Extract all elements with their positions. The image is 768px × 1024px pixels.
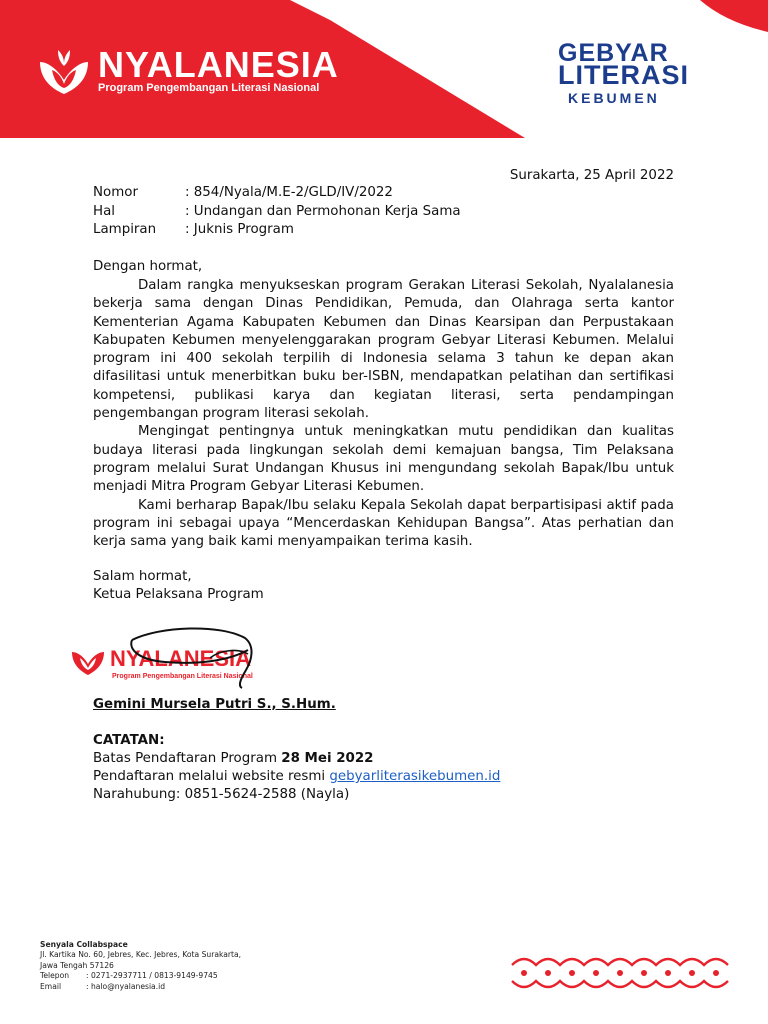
footer-org: Senyala Collabspace: [40, 940, 128, 949]
meta-value: : 854/Nyala/M.E-2/GLD/IV/2022: [185, 185, 393, 200]
note-contact: Narahubung: 0851-5624-2588 (Nayla): [93, 787, 350, 802]
stamp-name: NYALANESIA: [110, 646, 251, 671]
paragraph: Kami berharap Bapak/Ibu selaku Kepala Sekolah dapat berpartisipasi aktif pada program ini sebagai upaya “Mencerdaskan Kehidupan Bangsa”. Atas perhatian dan kerja sama yang baik kami menyampaikan terima kasih.: [93, 497, 674, 550]
footer-address: [40, 940, 241, 992]
footer-phone-label: Telepon: [40, 971, 70, 981]
deadline-value: 28 Mei 2022: [281, 751, 374, 766]
footer-address-line1: Jl. Kartika No. 60, Jebres, Kec. Jebres, Kota Surakarta,: [40, 950, 242, 960]
footer-phone: [40, 971, 241, 981]
letter-date: Surakarta, 25 April 2022: [509, 168, 674, 183]
footer-email: [40, 982, 241, 992]
footer-email-label: Email: [40, 981, 62, 991]
note-website: [93, 769, 500, 784]
paragraph: Mengingat pentingnya untuk meningkatkan mutu pendidikan dan kualitas budaya literasi pada lingkungan sekolah demi kemajuan bangsa, Tim Pelaksana program melalui Surat Undangan Khusus ini mengundang sekolah Bapak/Ibu untuk menjadi Mitra Program Gebyar Literasi Kebumen.: [93, 424, 674, 495]
event-logo-line3: KEBUMEN: [568, 90, 660, 106]
website-label: Pendaftaran melalui website resmi: [93, 769, 330, 784]
signer-name: Gemini Mursela Putri S., S.Hum.: [93, 697, 336, 712]
closing-salutation: Salam hormat,: [93, 569, 192, 584]
stamp-tagline: Program Pengembangan Literasi Nasional: [112, 673, 253, 680]
event-logo-line1: GEBYAR: [558, 39, 669, 67]
signature-stamp: [70, 620, 290, 690]
meta-value: : Undangan dan Permohonan Kerja Sama: [185, 204, 461, 219]
note-deadline: [93, 751, 374, 766]
deadline-label: Batas Pendaftaran Program: [93, 751, 282, 766]
batik-ornament-icon: [510, 955, 732, 991]
paragraph: Dalam rangka menyukseskan program Gerakan Literasi Sekolah, Nyalalanesia bekerja sama dengan Dinas Pendidikan, Pemuda, dan Olahraga serta kantor Kementerian Agama Kabupaten Kebumen dan Dinas Kearsipan dan Perpustakaan Kabupaten Kebumen menyelenggarakan program Gebyar Literasi Kebumen. Melalui program ini 400 sekolah terpilih di Indonesia selama 3 tahun ke depan akan difasilitasi untuk menerbitkan buku ber-ISBN, mendapatkan pelatihan dan sertifikasi kompetensi, publikasi karya dan kegiatan literasi, serta pendampingan pengembangan program literasi sekolah.: [93, 278, 674, 422]
event-logo-line2: LITERASI: [558, 60, 690, 90]
meta-value: : Juknis Program: [185, 222, 294, 237]
brand-name: NYALANESIA: [98, 44, 339, 85]
meta-key: Nomor: [93, 185, 138, 200]
note-title: CATATAN:: [93, 733, 165, 748]
footer-address-line2: Jawa Tengah 57126: [40, 960, 114, 970]
brand-tagline: Program Pengembangan Literasi Nasional: [98, 82, 320, 94]
footer-phone-value: : 0271-2937711 / 0813-9149-9745: [86, 971, 218, 981]
meta-key: Lampiran: [93, 222, 157, 237]
footer-email-value: : halo@nyalanesia.id: [86, 981, 166, 991]
website-link[interactable]: gebyarliterasikebumen.id: [329, 769, 501, 784]
closing-title: Ketua Pelaksana Program: [93, 587, 264, 602]
meta-key: Hal: [93, 204, 115, 219]
letter-body: [93, 277, 674, 551]
greeting: Dengan hormat,: [93, 259, 203, 274]
